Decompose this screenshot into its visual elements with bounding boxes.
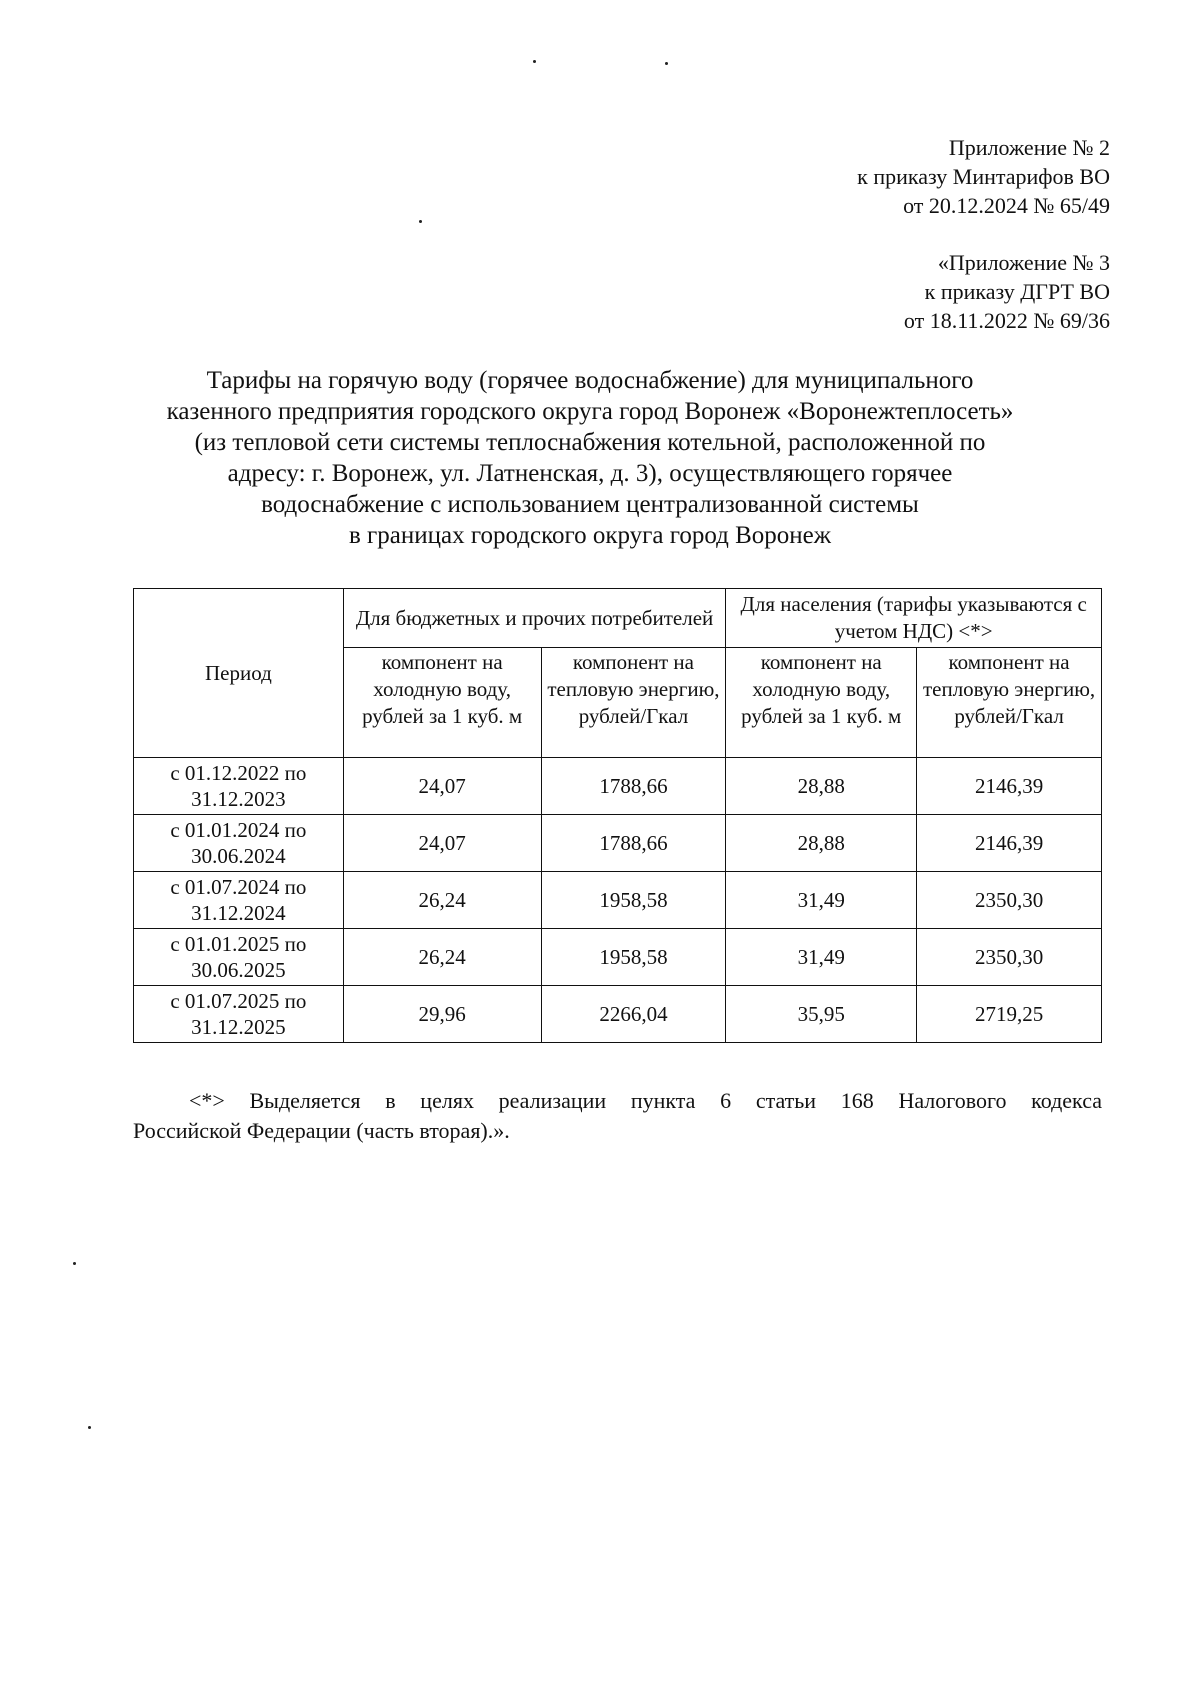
subheader-heat-energy: компонент на тепловую энергию, рублей/Гкал	[541, 648, 726, 758]
group-header-budget: Для бюджетных и прочих потребителей	[343, 589, 726, 648]
scan-speck	[533, 60, 536, 63]
appendix-header-current	[857, 133, 1110, 220]
value-cell: 2146,39	[917, 815, 1102, 872]
value-cell: 2719,25	[917, 986, 1102, 1043]
appendix-line: к приказу Минтарифов ВО	[857, 164, 1110, 189]
title-line: в границах городского округа город Воронеж	[348, 522, 832, 549]
period-cell: с 01.07.2025 по 31.12.2025	[134, 986, 344, 1043]
scan-speck	[665, 62, 668, 65]
value-cell: 31,49	[726, 872, 917, 929]
footnote	[133, 1086, 1102, 1146]
appendix-line: Приложение № 2	[948, 135, 1110, 160]
period-cell: с 01.12.2022 по 31.12.2023	[134, 758, 344, 815]
value-cell: 1788,66	[541, 758, 726, 815]
scan-speck	[88, 1426, 91, 1429]
title-line: водоснабжение с использованием централизованной системы	[261, 491, 919, 518]
footnote-line: <*> Выделяется в целях реализации пункта 6 статьи 168 Налогового кодекса	[189, 1088, 1102, 1113]
value-cell: 2350,30	[917, 929, 1102, 986]
scan-speck	[73, 1262, 76, 1265]
table-row	[134, 758, 1102, 815]
value-cell: 28,88	[726, 815, 917, 872]
value-cell: 1958,58	[541, 929, 726, 986]
title-line: Тарифы на горячую воду (горячее водоснабжение) для муниципального	[206, 367, 974, 394]
value-cell: 24,07	[343, 758, 541, 815]
value-cell: 26,24	[343, 929, 541, 986]
table-row	[134, 815, 1102, 872]
appendix-line: к приказу ДГРТ ВО	[924, 279, 1110, 304]
subheader-heat-energy: компонент на тепловую энергию, рублей/Гкал	[917, 648, 1102, 758]
value-cell: 28,88	[726, 758, 917, 815]
appendix-line: от 20.12.2024 № 65/49	[903, 193, 1110, 218]
title-line: адресу: г. Воронеж, ул. Латненская, д. 3), осуществляющего горячее	[227, 460, 953, 487]
appendix-line: «Приложение № 3	[937, 250, 1110, 275]
scan-speck	[419, 220, 422, 223]
appendix-header-original	[904, 248, 1110, 335]
appendix-line: от 18.11.2022 № 69/36	[903, 308, 1110, 333]
tariff-table	[133, 588, 1102, 1043]
subheader-cold-water: компонент на холодную воду, рублей за 1 куб. м	[726, 648, 917, 758]
value-cell: 24,07	[343, 815, 541, 872]
value-cell: 2266,04	[541, 986, 726, 1043]
table-row	[134, 929, 1102, 986]
period-cell: с 01.01.2025 по 30.06.2025	[134, 929, 344, 986]
subheader-cold-water: компонент на холодную воду, рублей за 1 куб. м	[343, 648, 541, 758]
period-cell: с 01.07.2024 по 31.12.2024	[134, 872, 344, 929]
footnote-line: Российской Федерации (часть вторая).».	[133, 1118, 510, 1143]
table-row	[134, 872, 1102, 929]
value-cell: 35,95	[726, 986, 917, 1043]
document-title	[120, 365, 1060, 551]
period-cell: с 01.01.2024 по 30.06.2024	[134, 815, 344, 872]
group-header-population: Для населения (тарифы указываются с учетом НДС) <*>	[726, 589, 1102, 648]
value-cell: 26,24	[343, 872, 541, 929]
value-cell: 2350,30	[917, 872, 1102, 929]
period-header: Период	[134, 589, 344, 758]
value-cell: 29,96	[343, 986, 541, 1043]
table-row	[134, 986, 1102, 1043]
value-cell: 31,49	[726, 929, 917, 986]
value-cell: 2146,39	[917, 758, 1102, 815]
value-cell: 1958,58	[541, 872, 726, 929]
value-cell: 1788,66	[541, 815, 726, 872]
title-line: казенного предприятия городского округа город Воронеж «Воронежтеплосеть»	[166, 398, 1014, 425]
title-line: (из тепловой сети системы теплоснабжения котельной, расположенной по	[194, 429, 986, 456]
table-header-row	[134, 589, 1102, 648]
